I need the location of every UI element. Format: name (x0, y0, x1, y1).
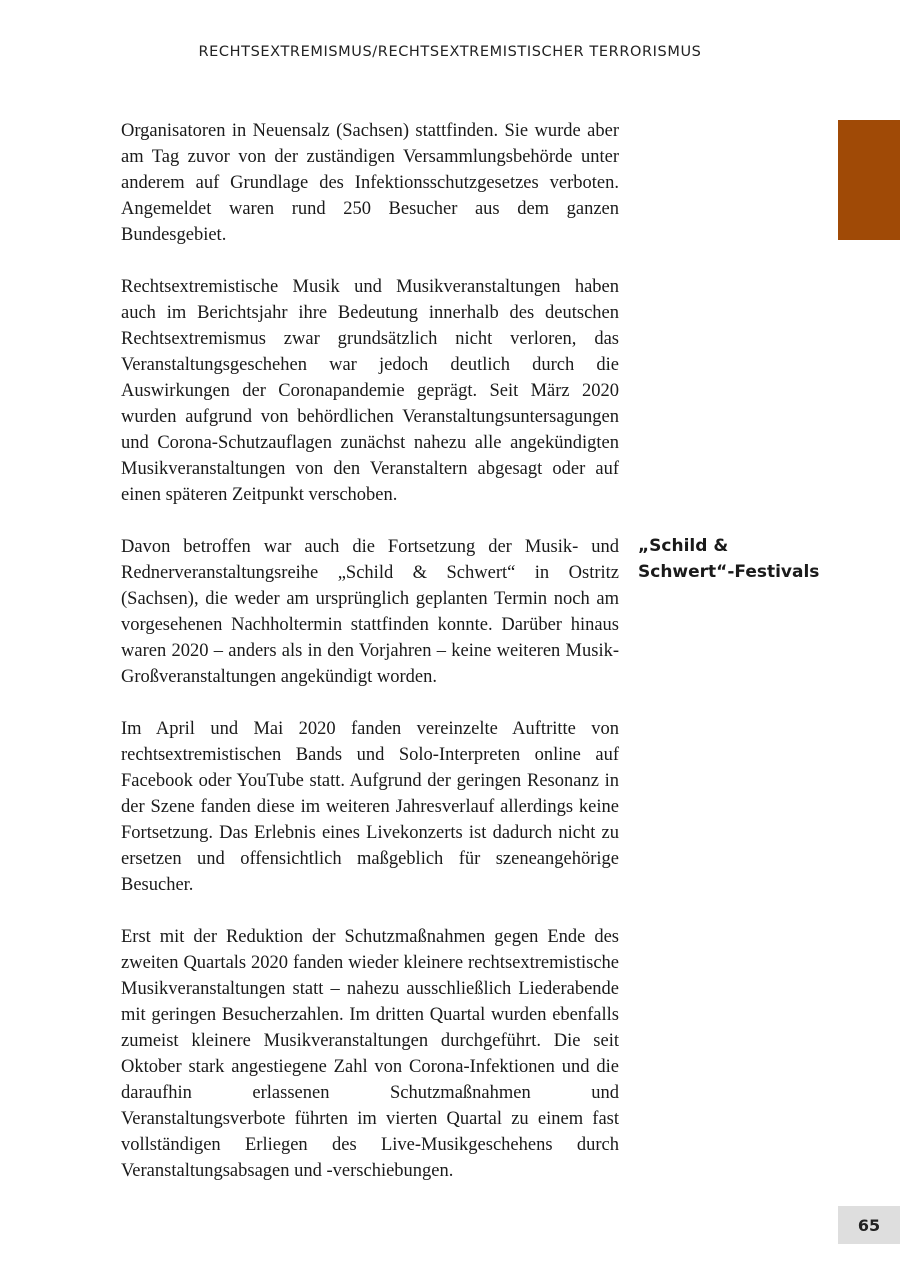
page-number (838, 1206, 900, 1244)
page-number-label: 65 (857, 1215, 881, 1235)
paragraph: Erst mit der Reduktion der Schutzmaßnahmen gegen Ende des zweiten Quartals 2020 fanden wieder kleinere rechtsextremistische Musikveranstaltungen statt – nahezu ausschließlich Liederabende mit geringen Besucherzahlen. Im dritten Quartal wurden ebenfalls zumeist kleinere Musikveranstaltungen durchgeführt. Die seit Oktober stark angestiegene Zahl von Corona-Infektionen und die daraufhin erlassenen Schutzmaßnahmen und Veranstaltungsverbote führten im vierten Quartal zu einem fast vollständigen Erliegen des Live-Musikgeschehens durch Veranstaltungsabsagen und -verschiebungen. (121, 927, 619, 1181)
chapter-tab-marker (838, 120, 900, 240)
paragraph: Im April und Mai 2020 fanden vereinzelte Auftritte von rechtsextremistischen Bands und Solo-Interpreten online auf Facebook oder YouTube statt. Aufgrund der geringen Resonanz in der Szene fanden diese im weiteren Jahresverlauf allerdings keine Fortsetzung. Das Erlebnis eines Livekonzerts ist dadurch nicht zu ersetzen und offensichtlich maßgeblich für szeneangehörige Besucher. (121, 719, 619, 895)
main-text-column (121, 118, 619, 1210)
paragraph: Davon betroffen war auch die Fortsetzung der Musik- und Rednerveranstaltungsreihe „Schild & Schwert“ in Ostritz (Sachsen), die weder am ursprünglich geplanten Termin noch am vorgesehenen Nachholtermin stattfinden konnte. Darüber hinaus waren 2020 – anders als in den Vorjahren – keine weiteren Musik-Großveranstaltungen angekündigt worden. (121, 537, 619, 687)
paragraph: Organisatoren in Neuensalz (Sachsen) stattfinden. Sie wurde aber am Tag zuvor von der zuständigen Versammlungsbehörde unter anderem auf Grundlage des Infektionsschutzgesetzes verboten. Angemeldet waren rund 250 Besucher aus dem ganzen Bundesgebiet. (121, 121, 619, 245)
running-header: RECHTSEXTREMISMUS/RECHTSEXTREMISTISCHER TERRORISMUS (198, 44, 702, 60)
margin-heading: „Schild & Schwert“-Festivals (638, 536, 820, 582)
paragraph: Rechtsextremistische Musik und Musikveranstaltungen haben auch im Berichtsjahr ihre Bedeutung innerhalb des deutschen Rechtsextremismus zwar grundsätzlich nicht verloren, das Veranstaltungsgeschehen war jedoch deutlich durch die Auswirkungen der Coronapandemie geprägt. Seit März 2020 wurden aufgrund von behördlichen Veranstaltungsuntersagungen und Corona-Schutzauflagen zunächst nahezu alle angekündigten Musikveranstaltungen von den Veranstaltern abgesagt oder auf einen späteren Zeitpunkt verschoben. (121, 277, 619, 505)
